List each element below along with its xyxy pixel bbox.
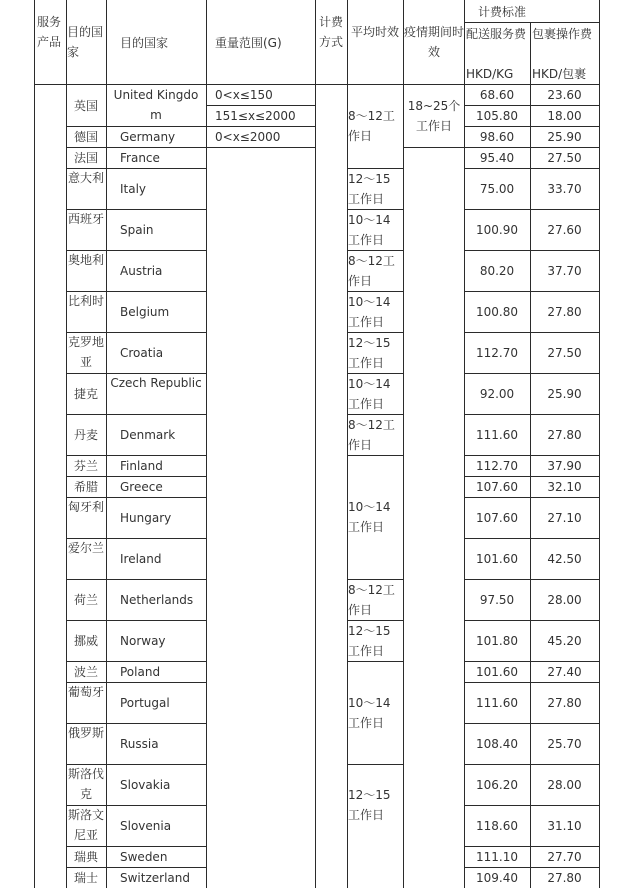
avg-time-cell: 12～15工作日 bbox=[348, 336, 391, 370]
avg-time-cell: 10～14工作日 bbox=[348, 500, 391, 534]
header-avg-time: 平均时效 bbox=[350, 25, 399, 39]
country-cn: 俄罗斯 bbox=[67, 726, 104, 740]
country-en: Greece bbox=[120, 480, 163, 494]
country-cn: 丹麦 bbox=[73, 428, 98, 442]
col-border-right bbox=[599, 0, 600, 888]
fee-line bbox=[464, 209, 600, 210]
delivery-fee: 111.60 bbox=[476, 696, 518, 710]
header-billing-method: 计费方式 bbox=[318, 15, 343, 49]
country-en: Ireland bbox=[120, 552, 162, 566]
delivery-fee: 95.40 bbox=[479, 151, 515, 165]
handling-fee: 45.20 bbox=[547, 634, 582, 648]
country-cn: 斯洛伐克 bbox=[67, 767, 104, 801]
country-cn: 瑞士 bbox=[73, 871, 98, 885]
fee-line bbox=[464, 291, 600, 292]
handling-fee: 37.70 bbox=[547, 264, 582, 278]
delivery-fee: 107.60 bbox=[476, 511, 518, 525]
handling-fee: 27.80 bbox=[547, 305, 582, 319]
country-cn: 荷兰 bbox=[73, 593, 98, 607]
fee-line bbox=[464, 579, 600, 580]
handling-fee: 33.70 bbox=[547, 182, 582, 196]
handling-fee: 27.50 bbox=[547, 151, 582, 165]
country-en: Croatia bbox=[120, 346, 164, 360]
delivery-fee: 108.40 bbox=[476, 737, 518, 751]
weight-uk-1: 0<x≤150 bbox=[215, 88, 273, 102]
delivery-fee: 112.70 bbox=[476, 346, 518, 360]
handling-fee: 27.80 bbox=[547, 428, 582, 442]
header-fee-standard: 计费标准 bbox=[478, 5, 527, 19]
fee-line bbox=[464, 764, 600, 765]
delivery-fee: 105.80 bbox=[476, 109, 518, 123]
handling-fee: 42.50 bbox=[547, 552, 582, 566]
handling-fee: 27.70 bbox=[547, 850, 582, 864]
delivery-fee: 101.60 bbox=[476, 665, 518, 679]
header-delivery-fee: 配送服务费 bbox=[466, 27, 527, 41]
delivery-fee: 80.20 bbox=[479, 264, 515, 278]
country-cn: 奥地利 bbox=[67, 253, 104, 267]
delivery-fee: 101.60 bbox=[476, 552, 518, 566]
avg-time-cell: 12～15工作日 bbox=[348, 172, 391, 206]
header-weight-range: 重量范围(G) bbox=[215, 36, 282, 50]
country-en: Slovakia bbox=[120, 778, 171, 792]
fee-line bbox=[464, 497, 600, 498]
weight-line bbox=[206, 147, 315, 148]
country-cn: 法国 bbox=[73, 151, 98, 165]
country-cn: 挪威 bbox=[73, 634, 98, 648]
epidemic-time-cell: 18~25个工作日 bbox=[407, 99, 461, 133]
country-en: Sweden bbox=[120, 850, 168, 864]
col-border-billing bbox=[315, 0, 316, 888]
country-en: Czech Republic bbox=[110, 376, 202, 390]
handling-fee: 27.80 bbox=[547, 871, 582, 885]
avg-line bbox=[347, 764, 403, 765]
row-line bbox=[66, 620, 206, 621]
col-border-service bbox=[34, 0, 35, 888]
delivery-fee: 118.60 bbox=[476, 819, 518, 833]
handling-fee: 27.40 bbox=[547, 665, 582, 679]
handling-fee: 27.80 bbox=[547, 696, 582, 710]
delivery-fee: 109.40 bbox=[476, 871, 518, 885]
delivery-fee: 107.60 bbox=[476, 480, 518, 494]
handling-fee: 27.10 bbox=[547, 511, 582, 525]
country-cn: 德国 bbox=[73, 130, 98, 144]
handling-fee: 32.10 bbox=[547, 480, 582, 494]
country-cn: 意大利 bbox=[67, 171, 104, 185]
handling-fee: 25.90 bbox=[547, 387, 582, 401]
country-cn: 克罗地亚 bbox=[67, 335, 104, 369]
country-cn: 芬兰 bbox=[73, 459, 98, 473]
country-en: Netherlands bbox=[120, 593, 194, 607]
fee-line bbox=[464, 168, 600, 169]
fee-line bbox=[464, 250, 600, 251]
fee-line bbox=[464, 723, 600, 724]
avg-time-cell: 12～15工作日 bbox=[348, 624, 391, 658]
country-en: Poland bbox=[120, 665, 161, 679]
country-en: Spain bbox=[120, 223, 154, 237]
country-en: Norway bbox=[120, 634, 166, 648]
country-cn: 葡萄牙 bbox=[67, 685, 104, 699]
handling-fee: 25.90 bbox=[547, 130, 582, 144]
header-epidemic-time: 疫情期间时效 bbox=[404, 25, 465, 59]
country-cn: 瑞典 bbox=[73, 850, 98, 864]
country-cn: 波兰 bbox=[73, 665, 98, 679]
avg-time-cell: 12～15工作日 bbox=[348, 788, 391, 822]
fee-line bbox=[464, 414, 600, 415]
col-border-weight bbox=[206, 0, 207, 888]
delivery-fee: 98.60 bbox=[479, 130, 515, 144]
country-cn: 捷克 bbox=[73, 387, 98, 401]
header-dest-cn: 目的国家 bbox=[67, 25, 104, 59]
handling-fee: 37.90 bbox=[547, 459, 582, 473]
row-line bbox=[66, 579, 206, 580]
fee-line bbox=[464, 373, 600, 374]
country-en: Italy bbox=[120, 182, 147, 196]
header-dest-en: 目的国家 bbox=[120, 36, 169, 50]
country-en: Austria bbox=[120, 264, 163, 278]
avg-line bbox=[347, 455, 403, 456]
country-cn: 匈牙利 bbox=[67, 500, 104, 514]
country-cn: 比利时 bbox=[67, 294, 104, 308]
delivery-fee: 111.60 bbox=[476, 428, 518, 442]
country-en: United Kingdom bbox=[113, 88, 199, 122]
country-en: Denmark bbox=[120, 428, 176, 442]
delivery-fee: 111.10 bbox=[476, 850, 518, 864]
fee-line bbox=[464, 538, 600, 539]
handling-fee: 25.70 bbox=[547, 737, 582, 751]
fee-line bbox=[464, 620, 600, 621]
avg-time-cell: 8～12工作日 bbox=[348, 583, 395, 617]
avg-time-cell: 10～14工作日 bbox=[348, 696, 391, 730]
country-en: Slovenia bbox=[120, 819, 172, 833]
avg-time-cell: 10～14工作日 bbox=[348, 213, 391, 247]
country-cn: 西班牙 bbox=[67, 212, 104, 226]
country-en: France bbox=[120, 151, 160, 165]
col-border-en bbox=[106, 0, 107, 888]
delivery-fee: 101.80 bbox=[476, 634, 518, 648]
handling-fee: 27.50 bbox=[547, 346, 582, 360]
weight-de: 0<x≤2000 bbox=[215, 130, 281, 144]
country-en: Hungary bbox=[120, 511, 172, 525]
header-service-product: 服务产品 bbox=[36, 15, 61, 49]
country-cn: 斯洛文尼亚 bbox=[67, 808, 104, 842]
delivery-fee: 68.60 bbox=[479, 88, 515, 102]
handling-fee: 23.60 bbox=[547, 88, 582, 102]
delivery-fee: 92.00 bbox=[479, 387, 515, 401]
country-en: Switzerland bbox=[120, 871, 190, 885]
country-cn: 爱尔兰 bbox=[67, 541, 104, 555]
avg-line bbox=[347, 661, 403, 662]
row-line bbox=[66, 414, 206, 415]
fee-line bbox=[464, 805, 600, 806]
fee-line bbox=[464, 682, 600, 683]
delivery-fee: 100.90 bbox=[476, 223, 518, 237]
delivery-fee: 112.70 bbox=[476, 459, 518, 473]
epidemic-line bbox=[403, 147, 464, 148]
country-en: Finland bbox=[120, 459, 163, 473]
country-en: Germany bbox=[120, 130, 176, 144]
header-handling-fee: 包裹操作费 bbox=[532, 27, 593, 41]
handling-fee: 18.00 bbox=[547, 109, 582, 123]
avg-time-cell: 10～14工作日 bbox=[348, 295, 391, 329]
country-en: Russia bbox=[120, 737, 159, 751]
fee-standard-divider bbox=[464, 22, 600, 23]
country-cn: 希腊 bbox=[73, 480, 98, 494]
handling-fee: 28.00 bbox=[547, 593, 582, 607]
avg-time-cell: 8～12工作日 bbox=[348, 109, 395, 143]
delivery-fee: 106.20 bbox=[476, 778, 518, 792]
country-en: Belgium bbox=[120, 305, 170, 319]
header-delivery-fee-unit: HKD/KG bbox=[466, 67, 514, 81]
country-cn: 英国 bbox=[73, 99, 98, 113]
delivery-fee: 75.00 bbox=[479, 182, 515, 196]
avg-time-cell: 10～14工作日 bbox=[348, 377, 391, 411]
weight-uk-2: 151≤x≤2000 bbox=[215, 109, 296, 123]
delivery-fee: 100.80 bbox=[476, 305, 518, 319]
country-en: Portugal bbox=[120, 696, 170, 710]
handling-fee: 27.60 bbox=[547, 223, 582, 237]
header-handling-fee-unit: HKD/包裹 bbox=[532, 67, 587, 81]
handling-fee: 28.00 bbox=[547, 778, 582, 792]
delivery-fee: 97.50 bbox=[479, 593, 515, 607]
avg-time-cell: 8～12工作日 bbox=[348, 254, 395, 288]
fee-line bbox=[464, 332, 600, 333]
handling-fee: 31.10 bbox=[547, 819, 582, 833]
avg-time-cell: 8～12工作日 bbox=[348, 418, 395, 452]
